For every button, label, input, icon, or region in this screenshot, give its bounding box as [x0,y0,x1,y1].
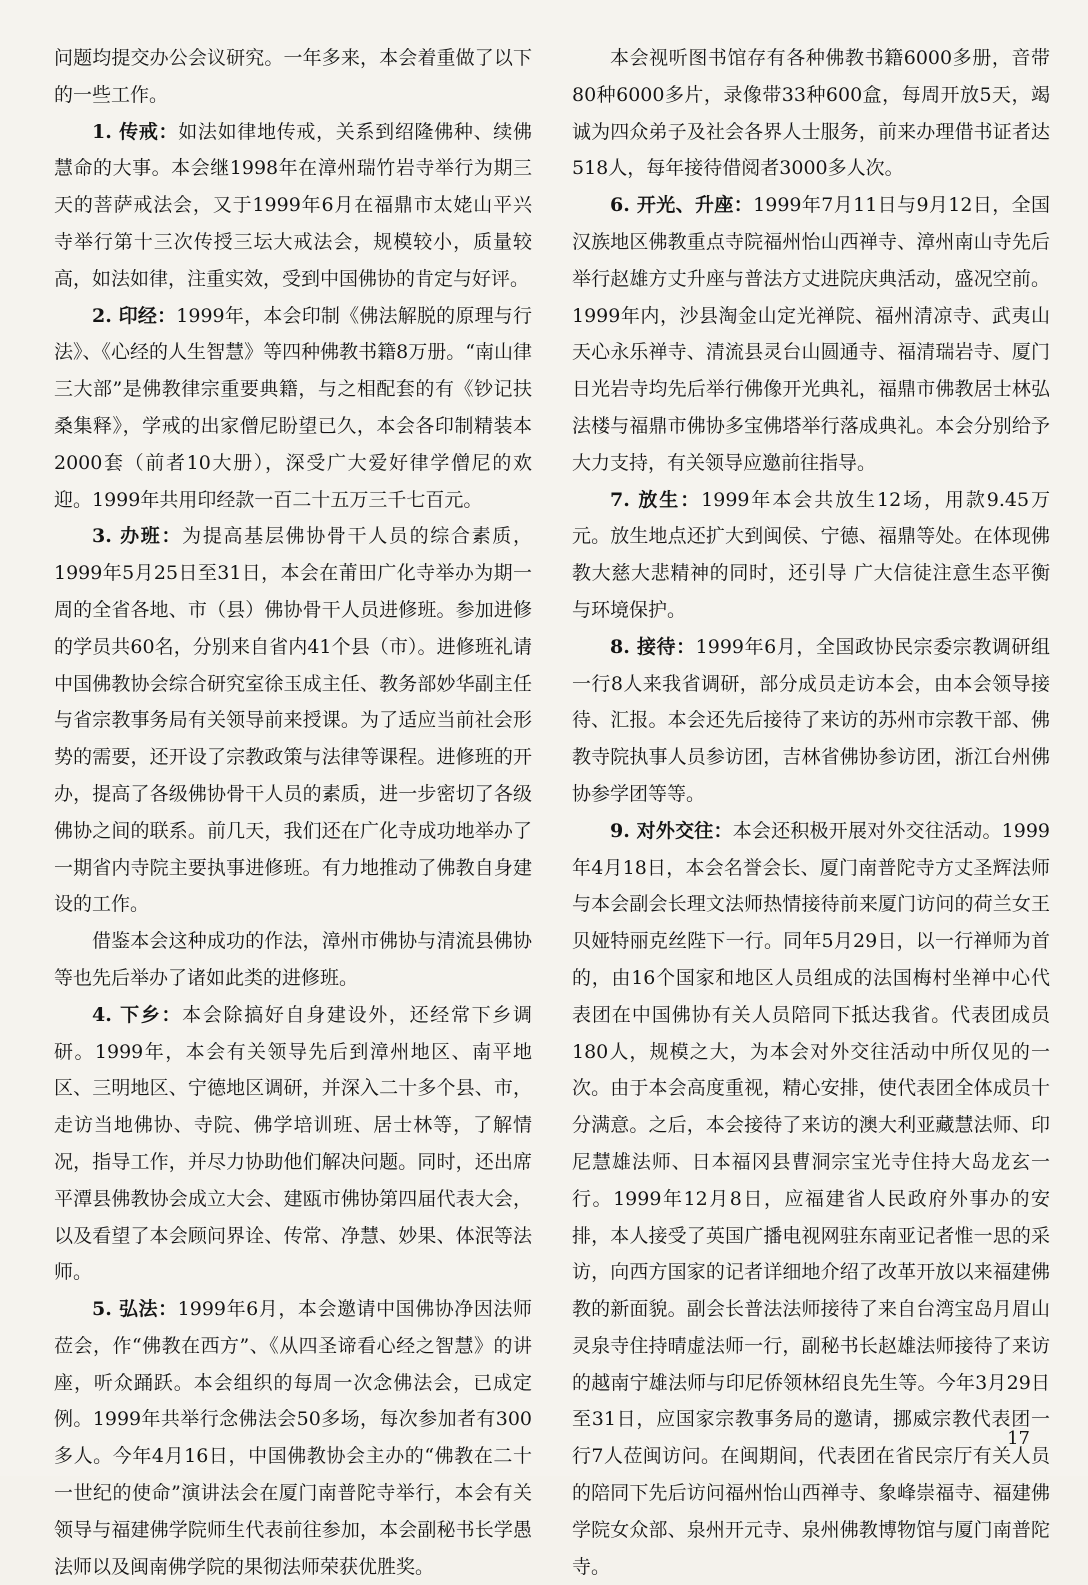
section-heading: 9. 对外交往： [610,819,733,842]
section-heading: 4. 下乡： [92,1003,183,1026]
paragraph-item-3 [54,518,532,923]
section-heading: 7. 放生： [610,488,702,511]
paragraph-body: 1999年7月11日与9月12日，全国汉族地区佛教重点寺院福州怡山西禅寺、漳州南山寺先后举行赵雄方丈升座与普法方丈进院庆典活动，盛况空前。1999年内，沙县淘金山定光禅院、福州清凉寺、武夷山天心永乐禅寺、清流县灵台山圆通寺、福清瑞岩寺、厦门日光岩寺均先后举行佛像开光典礼，福鼎市佛教居士林弘法楼与福鼎市佛协多宝佛塔举行落成典礼。本会分别给予大力支持，有关领导应邀前往指导。 [572,194,1051,474]
paragraph-body: 如法如律地传戒，关系到绍隆佛种、续佛慧命的大事。本会继1998年在漳州瑞竹岩寺举行为期三天的菩萨戒法会，又于1999年6月在福鼎市太姥山平兴寺举行第十三次传授三坛大戒法会，规模较小，质量较高，如法如律，注重实效，受到中国佛协的肯定与好评。 [54,120,532,290]
paragraph-body: 本会视听图书馆存有各种佛教书籍6000多册，音带80种6000多片，录像带33种600盒，每周开放5天，竭诚为四众弟子及社会各界人士服务，前来办理借书证者达518人，每年接待借阅者3000多人次。 [572,47,1050,180]
paragraph-item-7 [572,482,1050,629]
paragraph-body: 1999年，本会印制《佛法解脱的原理与行法》、《心经的人生智慧》等四种佛教书籍8万册。“南山律三大部”是佛教律宗重要典籍，与之相配套的有《钞记扶桑集释》，学戒的出家僧尼盼望已久，本会各印制精装本2000套（前者10大册），深受广大爱好律学僧尼的欢迎。1999年共用印经款一百二十五万三千七百元。 [54,304,533,511]
paragraph-item-8 [572,629,1050,813]
page-number: 17 [1007,1428,1030,1449]
section-heading: 8. 接待： [610,635,696,658]
section-heading: 1. 传戒： [92,120,179,143]
paragraph-body: 1999年6月，全国政协民宗委宗教调研组一行8人来我省调研，部分成员走访本会，由本会领导接待、汇报。本会还先后接待了来访的苏州市宗教干部、佛教寺院执事人员参访团，吉林省佛协参访团，浙江台州佛协参学团等等。 [572,635,1050,805]
paragraph-body: 为提高基层佛协骨干人员的综合素质，1999年5月25日至31日，本会在莆田广化寺举办为期一周的全省各地、市（县）佛协骨干人员进修班。参加进修的学员共60名，分别来自省内41个县（市）。进修班礼请中国佛教协会综合研究室徐玉成主任、教务部妙华副主任与省宗教事务局有关领导前来授课。为了适应当前社会形势的需要，还开设了宗教政策与法律等课程。进修班的开办，提高了各级佛协骨干人员的素质，进一步密切了各级佛协之间的联系。前几天，我们还在广化寺成功地举办了一期省内寺院主要执事进修班。有力地推动了佛教自身建设的工作。 [54,525,532,916]
paragraph-library [572,40,1050,187]
section-heading: 3. 办班： [92,525,183,548]
paragraph-body: 问题均提交办公会议研究。一年多来，本会着重做了以下的一些工作。 [54,47,532,106]
paragraph-body: 借鉴本会这种成功的作法，漳州市佛协与清流县佛协等也先后举办了诸如此类的进修班。 [54,930,532,989]
paragraph-item-2 [54,298,532,519]
paragraph-borrow [54,923,532,997]
paragraph-item-4 [54,997,532,1291]
paragraph-item-1 [54,114,532,298]
paragraph-body: 本会还积极开展对外交往活动。1999年4月18日，本会名誉会长、厦门南普陀寺方丈圣辉法师与本会副会长理文法师热情接待前来厦门访问的荷兰女王贝娅特丽克丝陛下一行。同年5月29日，以一行禅师为首的，由16个国家和地区人员组成的法国梅村坐禅中心代表团在中国佛协有关人员陪同下抵达我省。代表团成员180人，规模之大，为本会对外交往活动中所仅见的一次。由于本会高度重视，精心安排，使代表团全体成员十分满意。之后，本会接待了来访的澳大利亚藏慧法师、印尼慧雄法师、日本福冈县曹洞宗宝光寺住持大岛龙玄一行。1999年12月8日，应福建省人民政府外事办的安排，本人接受了英国广播电视网驻东南亚记者惟一思的采访，向西方国家的记者详细地介绍了改革开放以来福建佛教的新面貌。副会长普法法师接待了来自台湾宝岛月眉山灵泉寺住持晴虚法师一行，副秘书长赵雄法师接待了来访的越南宁雄法师与印尼侨领林绍良先生等。今年3月29日至31日，应国家宗教事务局的邀请，挪威宗教代表团一行7人莅闽访问。在闽期间，代表团在省民宗厅有关人员的陪同下先后访问福州怡山西禅寺、象峰崇福寺、福建佛学院女众部、泉州开元寺、泉州佛教博物馆与厦门南普陀寺。 [572,819,1051,1578]
section-heading: 6. 开光、升座： [610,194,754,217]
paragraph-intro [54,40,532,114]
left-column [54,40,532,1585]
right-column [572,40,1050,1585]
paragraph-body: 1999年本会共放生12场，用款9.45万元。放生地点还扩大到闽侯、宁德、福鼎等处。在体现佛教大慈大悲精神的同时，还引导 广大信徒注意生态平衡与环境保护。 [572,488,1051,621]
paragraph-item-5 [54,1291,532,1585]
paragraph-item-9 [572,813,1050,1585]
paragraph-body: 本会除搞好自身建设外，还经常下乡调研。1999年，本会有关领导先后到漳州地区、南平地区、三明地区、宁德地区调研，并深入二十多个县、市，走访当地佛协、寺院、佛学培训班、居士林等，了解情况，指导工作，并尽力协助他们解决问题。同时，还出席平潭县佛教协会成立大会、建瓯市佛协第四届代表大会，以及看望了本会顾问界诠、传常、净慧、妙果、体泯等法师。 [54,1003,532,1284]
paragraph-body: 1999年6月，本会邀请中国佛协净因法师莅会，作“佛教在西方”、《从四圣谛看心经之智慧》的讲座，听众踊跃。本会组织的每周一次念佛法会，已成定例。1999年共举行念佛法会50多场，每次参加者有300多人。今年4月16日，中国佛教协会主办的“佛教在二十一世纪的使命”演讲法会在厦门南普陀寺举行，本会有关领导与福建佛学院师生代表前往参加，本会副秘书长学愚法师以及闽南佛学院的果彻法师荣获优胜奖。 [54,1298,532,1578]
section-heading: 2. 印经： [92,304,177,327]
section-heading: 5. 弘法： [92,1298,178,1321]
paragraph-item-6 [572,187,1050,481]
